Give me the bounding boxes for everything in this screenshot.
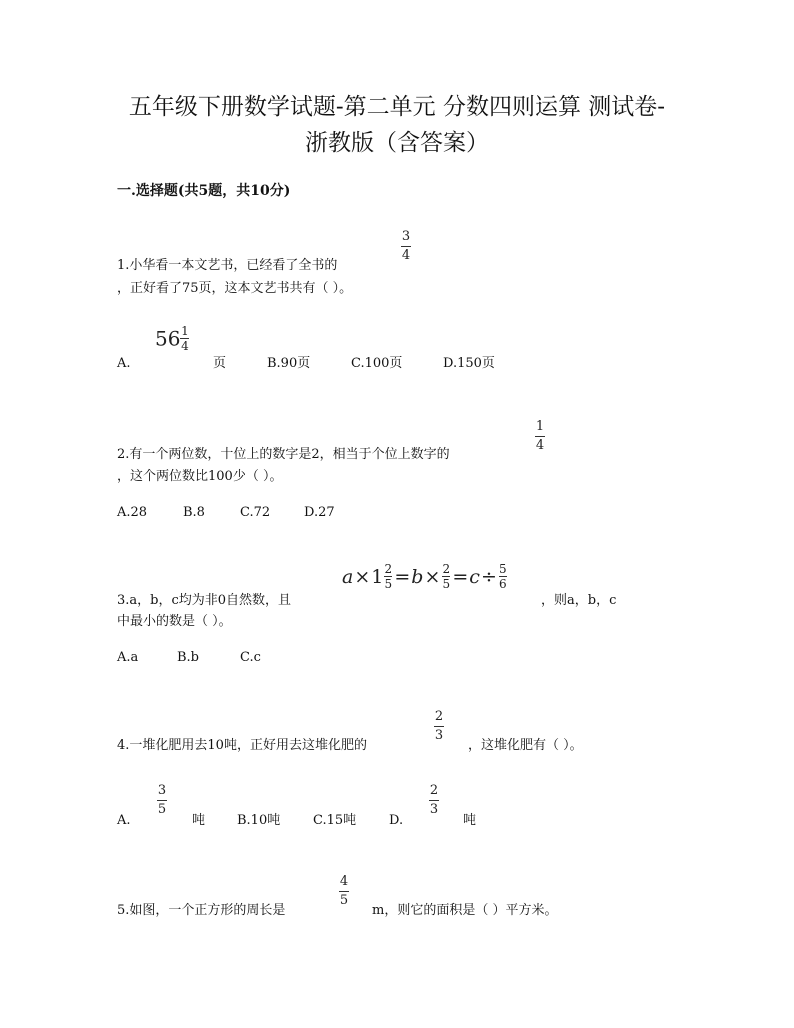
q3-equation — [342, 563, 508, 590]
fraction-bar — [535, 436, 545, 437]
q3-eq-equals-1: = — [394, 565, 411, 588]
q3-option-b: B.b — [177, 650, 200, 665]
q2-option-c: C.72 — [240, 505, 271, 520]
q4-fraction-num: 2 — [434, 709, 444, 724]
q3-eq-equals-2: = — [452, 565, 469, 588]
q1-option-b: B.90页 — [267, 356, 311, 371]
q4-option-d-den: 3 — [429, 802, 439, 817]
q3-eq-fraction-1 — [384, 563, 392, 590]
q4-option-a-fraction — [157, 784, 167, 817]
q3-stem: 3.a，b，c均为非0自然数，且 — [117, 593, 292, 608]
q4-stem: 4.一堆化肥用去10吨，正好用去这堆化肥的 — [117, 738, 367, 753]
q2-stem-cont: ，这个两位数比100少（ ）。 — [117, 469, 283, 484]
document-title-line2: 浙教版（含答案） — [305, 130, 489, 156]
q3-eq-f1-den: 5 — [384, 577, 393, 591]
q1-fraction — [401, 230, 411, 263]
q1-option-a-num: 1 — [181, 324, 189, 338]
q3-eq-f3-num: 5 — [499, 562, 507, 576]
q3-eq-times-1: × — [354, 565, 371, 588]
q3-eq-fraction-2 — [442, 563, 450, 590]
q5-stem-tail: m，则它的面积是（ ）平方米。 — [372, 903, 558, 918]
q5-fraction-den: 5 — [339, 893, 349, 908]
q4-stem-tail: ，这堆化肥有（ ）。 — [468, 738, 583, 753]
q4-option-a-num: 3 — [157, 783, 167, 798]
q1-option-a-label: A. — [117, 356, 131, 371]
q1-option-d: D.150页 — [443, 356, 495, 371]
q1-option-c: C.100页 — [351, 356, 403, 371]
document-title-line1: 五年级下册数学试题-第二单元 分数四则运算 测试卷- — [128, 94, 666, 120]
q5-fraction-num: 4 — [339, 874, 349, 889]
q5-stem: 5.如图，一个正方形的周长是 — [117, 903, 286, 918]
q3-eq-f2-num: 2 — [442, 562, 451, 576]
q1-option-a-whole: 56 — [155, 326, 181, 351]
q4-fraction — [434, 710, 444, 743]
q1-fraction-num: 3 — [401, 229, 411, 244]
q1-stem-cont: ，正好看了75页，这本文艺书共有（ ）。 — [117, 281, 353, 296]
q4-option-d-label: D. — [389, 813, 404, 828]
section-heading: 一.选择题(共5题，共10分) — [117, 183, 291, 199]
q3-eq-f3-den: 6 — [499, 577, 507, 591]
q3-stem-tail: ，则a，b，c — [541, 593, 617, 608]
q3-eq-a: a — [342, 565, 354, 588]
q3-eq-whole: 1 — [371, 565, 384, 588]
q4-option-a-label: A. — [117, 813, 131, 828]
q1-option-a-fraction — [180, 325, 189, 352]
q3-eq-times-2: × — [424, 565, 441, 588]
q2-fraction — [535, 420, 545, 453]
q4-option-a-unit: 吨 — [192, 813, 206, 828]
fraction-bar — [401, 246, 411, 247]
fraction-bar — [434, 726, 444, 727]
q4-option-d-fraction — [429, 784, 439, 817]
q1-option-a-den: 4 — [181, 339, 189, 353]
q2-option-b: B.8 — [183, 505, 205, 520]
q3-eq-divide: ÷ — [480, 565, 497, 588]
q4-option-c: C.15吨 — [313, 813, 357, 828]
fraction-bar — [157, 800, 167, 801]
q3-eq-b: b — [411, 565, 424, 588]
q3-eq-f1-num: 2 — [384, 562, 393, 576]
q3-eq-fraction-3 — [499, 563, 507, 590]
q3-option-c: C.c — [240, 650, 261, 665]
q3-stem-cont: 中最小的数是（ ）。 — [117, 614, 232, 629]
q2-option-d: D.27 — [304, 505, 335, 520]
q4-option-d-unit: 吨 — [463, 813, 477, 828]
q2-fraction-num: 1 — [535, 419, 545, 434]
q1-option-a-mixed-number — [155, 325, 189, 352]
q3-eq-f2-den: 5 — [442, 577, 451, 591]
q1-fraction-den: 4 — [401, 248, 411, 263]
q4-option-a-den: 5 — [157, 802, 167, 817]
q3-eq-c: c — [469, 565, 480, 588]
q2-option-a: A.28 — [117, 505, 148, 520]
q2-fraction-den: 4 — [535, 438, 545, 453]
q5-fraction — [339, 875, 349, 908]
q1-stem: 1.小华看一本文艺书，已经看了全书的 — [117, 258, 338, 273]
q3-option-a: A.a — [117, 650, 139, 665]
q1-option-a-unit: 页 — [213, 356, 227, 371]
fraction-bar — [339, 891, 349, 892]
q4-option-d-num: 2 — [429, 783, 439, 798]
q2-stem: 2.有一个两位数，十位上的数字是2，相当于个位上数字的 — [117, 447, 450, 462]
q4-fraction-den: 3 — [434, 728, 444, 743]
q4-option-b: B.10吨 — [237, 813, 281, 828]
fraction-bar — [429, 800, 439, 801]
